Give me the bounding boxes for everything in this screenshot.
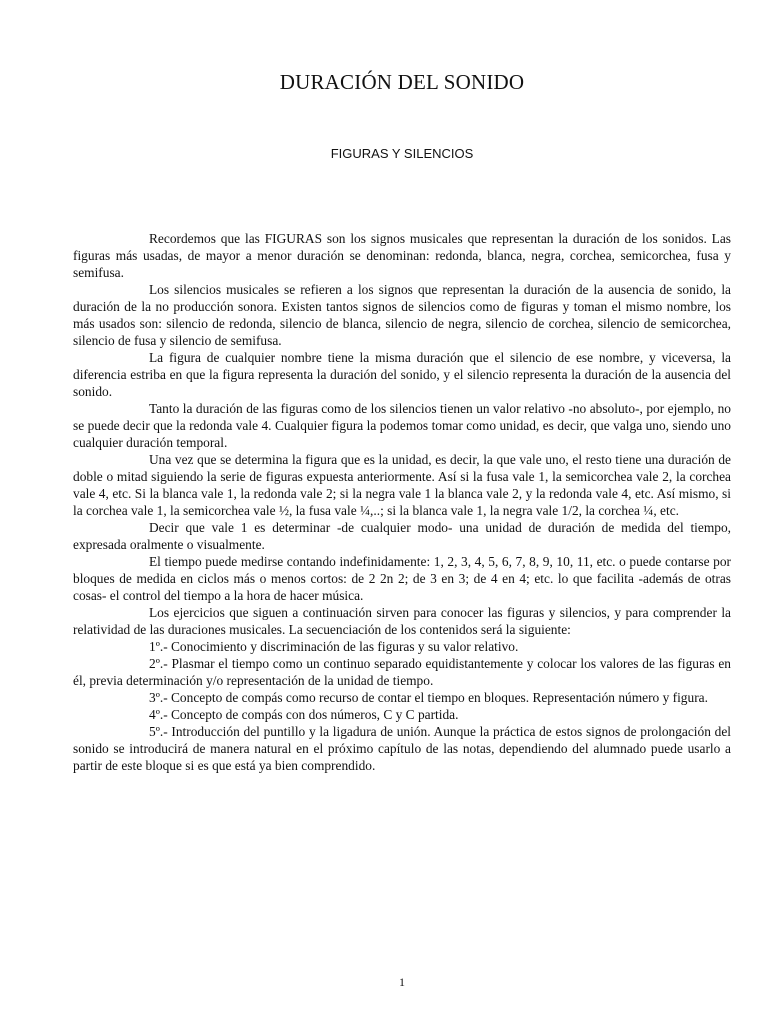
paragraph: El tiempo puede medirse contando indefinidamente: 1, 2, 3, 4, 5, 6, 7, 8, 9, 10, 11, etc. o puede contarse por bloques de medida en ciclos más o menos cortos: de 2 2n 2; de 3 en 3; de 4 en 4; etc. lo que facilita -además de otras cosas- el control del tiempo a la hora de hacer música. [73, 554, 731, 603]
paragraph: La figura de cualquier nombre tiene la misma duración que el silencio de ese nombre, y viceversa, la diferencia estriba en que la figura representa la duración del sonido, y el silencio representa la duración de la ausencia del sonido. [73, 350, 731, 399]
list-item: 1º.- Conocimiento y discriminación de las figuras y su valor relativo. [149, 639, 519, 654]
list-item: 3º.- Concepto de compás como recurso de contar el tiempo en bloques. Representación número y figura. [149, 690, 708, 705]
paragraph: Una vez que se determina la figura que es la unidad, es decir, la que vale uno, el resto tiene una duración de doble o mitad siguiendo la serie de figuras expuesta anteriormente. Así si la fusa vale 1, la semicorchea vale 2, la corchea vale 4, etc. Si la blanca vale 1, la redonda vale 2; si la negra vale 1 la blanca vale 2, y la redonda vale 4, etc. Así mismo, si la corchea vale 1, la semicorchea vale ½, la fusa vale ¼,..; si la blanca vale 1, la negra vale 1/2, la corchea ¼, etc. [73, 452, 731, 518]
paragraph: Recordemos que las FIGURAS son los signos musicales que representan la duración de los sonidos. Las figuras más usadas, de mayor a menor duración se denominan: redonda, blanca, negra, corchea, semicorchea, fusa y semifusa. [73, 231, 731, 280]
paragraph: Los silencios musicales se refieren a los signos que representan la duración de la ausencia de sonido, la duración de la no producción sonora. Existen tantos signos de silencios como de figuras y toman el mismo nombre, los más usados son: silencio de redonda, silencio de blanca, silencio de negra, silencio de corchea, silencio de semicorchea, silencio de fusa y silencio de semifusa. [73, 282, 731, 348]
paragraph: Los ejercicios que siguen a continuación sirven para conocer las figuras y silencios, y para comprender la relatividad de las duraciones musicales. La secuenciación de los contenidos será la siguiente: [73, 605, 731, 637]
list-item: 5º.- Introducción del puntillo y la ligadura de unión. Aunque la práctica de estos signos de prolongación del sonido se introducirá de manera natural en el próximo capítulo de las notas, dependiendo del alumnado puede usarlo a partir de este bloque si es que está ya bien comprendido. [73, 724, 731, 773]
page-number: 1 [399, 975, 405, 989]
page-title: DURACIÓN DEL SONIDO [279, 70, 525, 94]
body-text [73, 230, 731, 774]
page-subtitle: FIGURAS Y SILENCIOS [330, 146, 474, 161]
list-item: 2º.- Plasmar el tiempo como un continuo separado equidistantemente y colocar los valores de las figuras en él, previa determinación y/o representación de la unidad de tiempo. [73, 656, 731, 688]
paragraph: Decir que vale 1 es determinar -de cualquier modo- una unidad de duración de medida del tiempo, expresada oralmente o visualmente. [73, 520, 731, 552]
paragraph: Tanto la duración de las figuras como de los silencios tienen un valor relativo -no absoluto-, por ejemplo, no se puede decir que la redonda vale 4. Cualquier figura la podemos tomar como unidad, es decir, que valga uno, siendo uno cualquier duración temporal. [73, 401, 731, 450]
list-item: 4º.- Concepto de compás con dos números, C y C partida. [149, 707, 459, 722]
